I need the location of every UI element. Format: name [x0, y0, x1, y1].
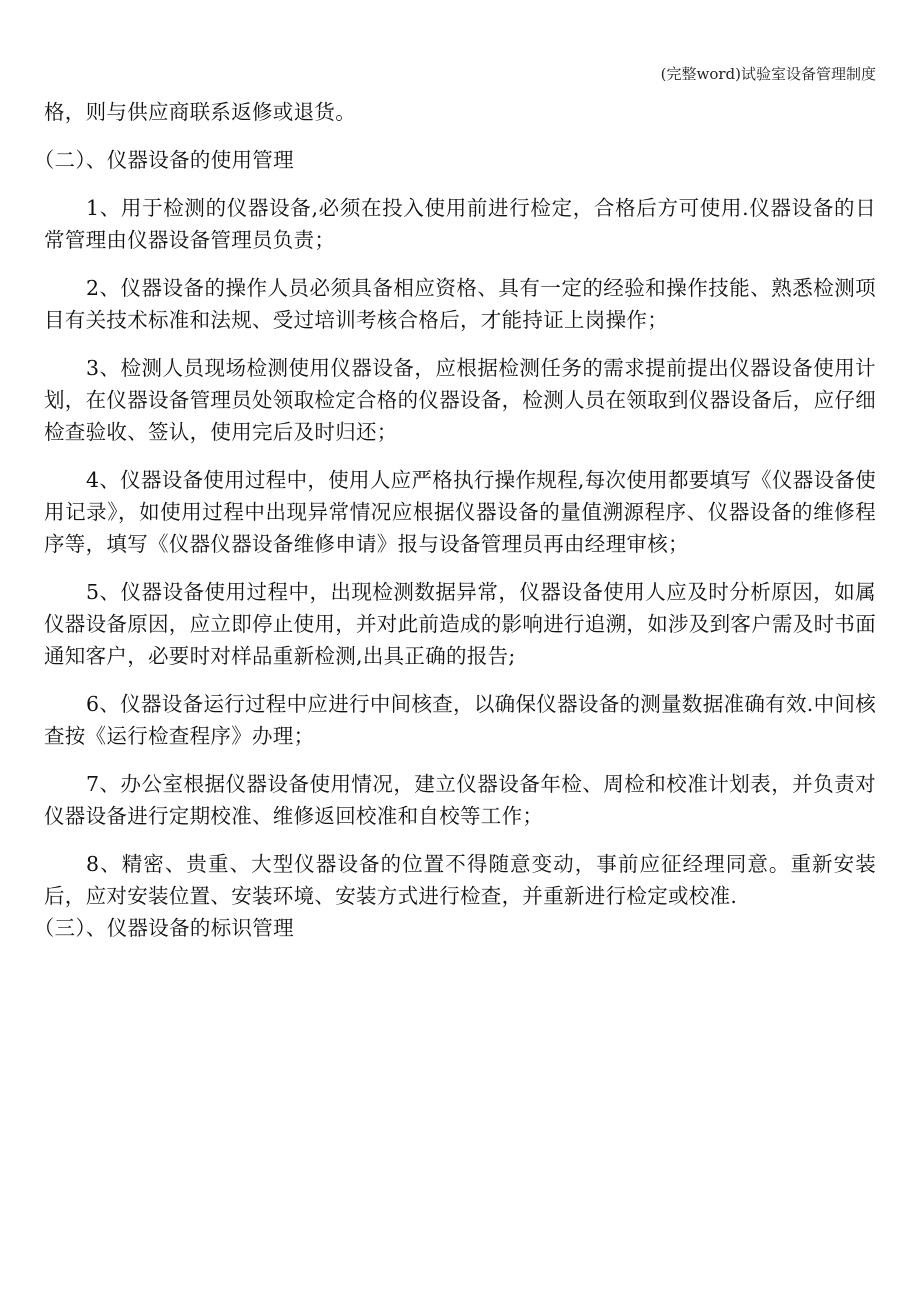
list-item-5: 5、仪器设备使用过程中，出现检测数据异常，仪器设备使用人应及时分析原因，如属仪器设备原因，应立即停止使用，并对此前造成的影响进行追溯，如涉及到客户需及时书面通知客户，必要时对样品重新检测,出具正确的报告; — [44, 580, 876, 668]
document-body — [33, 96, 876, 960]
list-item-3: 3、检测人员现场检测使用仪器设备，应根据检测任务的需求提前提出仪器设备使用计划，在仪器设备管理员处领取检定合格的仪器设备，检测人员在领取到仪器设备后，应仔细检查验收、签认，使用完后及时归还； — [44, 356, 876, 444]
list-item-4: 4、仪器设备使用过程中，使用人应严格执行操作规程,每次使用都要填写《仪器设备使用记录》，如使用过程中出现异常情况应根据仪器设备的量值溯源程序、仪器设备的维修程序等，填写《仪器仪器设备维修申请》报与设备管理员再由经理审核； — [44, 468, 876, 556]
section-heading-labeling: （三）、仪器设备的标识管理 — [33, 916, 294, 940]
section-heading-usage: （二）、仪器设备的使用管理 — [33, 148, 294, 172]
list-item-6: 6、仪器设备运行过程中应进行中间核查，以确保仪器设备的测量数据准确有效.中间核查按《运行检查程序》办理； — [44, 692, 876, 748]
continuation-paragraph: 格，则与供应商联系返修或退货。 — [44, 100, 356, 124]
list-item-8: 8、精密、贵重、大型仪器设备的位置不得随意变动，事前应征经理同意。重新安装后，应对安装位置、安装环境、安装方式进行检查，并重新进行检定或校准. — [44, 852, 876, 908]
list-item-1: 1、用于检测的仪器设备,必须在投入使用前进行检定，合格后方可使用.仪器设备的日常管理由仪器设备管理员负责； — [44, 196, 876, 252]
list-item-2: 2、仪器设备的操作人员必须具备相应资格、具有一定的经验和操作技能、熟悉检测项目有关技术标准和法规、受过培训考核合格后，才能持证上岗操作； — [44, 276, 876, 332]
running-header: (完整word)试验室设备管理制度 — [660, 65, 876, 83]
list-item-7: 7、办公室根据仪器设备使用情况，建立仪器设备年检、周检和校准计划表，并负责对仪器设备进行定期校准、维修返回校准和自校等工作； — [44, 772, 876, 828]
